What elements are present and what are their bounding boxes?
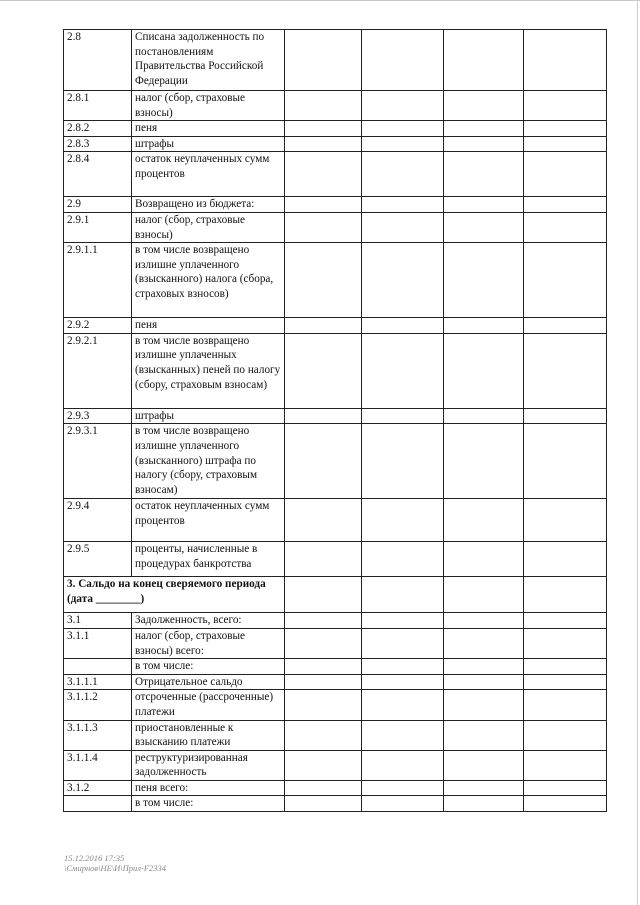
page-edge-right [637, 0, 638, 905]
table-row [64, 212, 607, 242]
table-row [64, 613, 607, 629]
value-cell [444, 197, 524, 213]
value-cell [444, 318, 524, 334]
value-cell [444, 720, 524, 750]
value-cell [524, 628, 607, 658]
value-cell [524, 318, 607, 334]
table-row [64, 333, 607, 408]
row-number: 3.1.1.4 [64, 750, 132, 780]
value-cell [362, 212, 444, 242]
row-number: 2.9.5 [64, 542, 132, 577]
value-cell [285, 720, 362, 750]
row-number: 2.8.4 [64, 152, 132, 197]
value-cell [524, 577, 607, 613]
print-timestamp: 15.12.2016 17:35 [64, 853, 125, 863]
row-description: в том числе возвращено излишне уплаченного (взысканного) налога (сбора, страховых взносов) [132, 243, 285, 318]
value-cell [362, 197, 444, 213]
row-number: 2.8.3 [64, 136, 132, 152]
page-edge-top [0, 0, 640, 1]
row-description: отсроченные (рассроченные) платежи [132, 690, 285, 720]
table-row [64, 750, 607, 780]
value-cell [444, 796, 524, 812]
row-number: 3.1.1 [64, 628, 132, 658]
row-number: 2.9.4 [64, 499, 132, 542]
value-cell [285, 542, 362, 577]
row-description: проценты, начисленные в процедурах банкротства [132, 542, 285, 577]
value-cell [362, 424, 444, 499]
value-cell [524, 91, 607, 121]
table-row [64, 690, 607, 720]
value-cell [362, 577, 444, 613]
row-number: 2.9.2 [64, 318, 132, 334]
value-cell [524, 333, 607, 408]
value-cell [362, 542, 444, 577]
value-cell [524, 152, 607, 197]
value-cell [524, 121, 607, 137]
table-row [64, 542, 607, 577]
row-description: в том числе: [132, 796, 285, 812]
value-cell [444, 243, 524, 318]
row-description: приостановленные к взысканию платежи [132, 720, 285, 750]
table-row [64, 30, 607, 91]
value-cell [524, 659, 607, 675]
value-cell [285, 628, 362, 658]
value-cell [524, 690, 607, 720]
value-cell [524, 408, 607, 424]
value-cell [285, 30, 362, 91]
value-cell [285, 121, 362, 137]
value-cell [285, 212, 362, 242]
value-cell [285, 780, 362, 796]
table-row [64, 720, 607, 750]
row-description: остаток неуплаченных сумм процентов [132, 152, 285, 197]
value-cell [444, 613, 524, 629]
value-cell [362, 152, 444, 197]
value-cell [524, 674, 607, 690]
row-number: 2.9.3 [64, 408, 132, 424]
table-row [64, 197, 607, 213]
row-number: 3.1 [64, 613, 132, 629]
row-number [64, 659, 132, 675]
value-cell [444, 674, 524, 690]
row-description: пеня [132, 121, 285, 137]
value-cell [524, 613, 607, 629]
value-cell [362, 91, 444, 121]
table-row [64, 674, 607, 690]
value-cell [444, 212, 524, 242]
value-cell [362, 780, 444, 796]
value-cell [362, 30, 444, 91]
value-cell [444, 30, 524, 91]
row-description: Отрицательное сальдо [132, 674, 285, 690]
value-cell [285, 613, 362, 629]
table-row [64, 424, 607, 499]
row-description: пеня [132, 318, 285, 334]
value-cell [524, 136, 607, 152]
value-cell [444, 750, 524, 780]
value-cell [362, 628, 444, 658]
value-cell [524, 243, 607, 318]
print-footer [64, 853, 166, 873]
value-cell [285, 424, 362, 499]
value-cell [285, 91, 362, 121]
value-cell [444, 136, 524, 152]
value-cell [285, 152, 362, 197]
reconciliation-table [63, 29, 607, 812]
row-number: 3.1.1.2 [64, 690, 132, 720]
value-cell [444, 690, 524, 720]
value-cell [362, 121, 444, 137]
table-row [64, 91, 607, 121]
value-cell [285, 318, 362, 334]
value-cell [362, 720, 444, 750]
value-cell [524, 750, 607, 780]
table-row [64, 499, 607, 542]
table-row [64, 136, 607, 152]
value-cell [285, 499, 362, 542]
value-cell [285, 243, 362, 318]
value-cell [285, 674, 362, 690]
row-description: реструктуризированная задолженность [132, 750, 285, 780]
row-description: в том числе возвращено излишне уплаченного (взысканного) штрафа по налогу (сбору, страховым взносам) [132, 424, 285, 499]
value-cell [444, 424, 524, 499]
value-cell [524, 720, 607, 750]
row-description: в том числе возвращено излишне уплаченных (взысканных) пеней по налогу (сбору, страховым взносам) [132, 333, 285, 408]
value-cell [524, 796, 607, 812]
value-cell [444, 659, 524, 675]
row-number: 2.9.1 [64, 212, 132, 242]
row-description: остаток неуплаченных сумм процентов [132, 499, 285, 542]
value-cell [444, 628, 524, 658]
value-cell [524, 542, 607, 577]
value-cell [285, 690, 362, 720]
row-number: 2.9 [64, 197, 132, 213]
table-row [64, 121, 607, 137]
section-heading-row [64, 577, 607, 613]
value-cell [285, 333, 362, 408]
value-cell [444, 121, 524, 137]
table-row [64, 152, 607, 197]
table-row [64, 628, 607, 658]
table-row [64, 318, 607, 334]
table-row [64, 243, 607, 318]
value-cell [362, 136, 444, 152]
value-cell [362, 613, 444, 629]
document-reference: \Смирнов\НЕ\И\Прил-F2334 [64, 863, 167, 873]
value-cell [285, 197, 362, 213]
value-cell [362, 318, 444, 334]
table-row [64, 408, 607, 424]
row-number: 2.8.1 [64, 91, 132, 121]
row-description: Списана задолженность по постановлениям Правительства Российской Федерации [132, 30, 285, 91]
value-cell [524, 197, 607, 213]
value-cell [524, 30, 607, 91]
value-cell [285, 136, 362, 152]
row-number [64, 796, 132, 812]
row-number: 2.9.2.1 [64, 333, 132, 408]
value-cell [444, 91, 524, 121]
value-cell [444, 333, 524, 408]
table-row [64, 659, 607, 675]
value-cell [444, 542, 524, 577]
value-cell [285, 659, 362, 675]
row-description: Задолженность, всего: [132, 613, 285, 629]
value-cell [444, 152, 524, 197]
row-number: 2.8.2 [64, 121, 132, 137]
row-number: 2.8 [64, 30, 132, 91]
row-description: Возвращено из бюджета: [132, 197, 285, 213]
row-description: налог (сбор, страховые взносы) [132, 91, 285, 121]
value-cell [362, 750, 444, 780]
value-cell [362, 796, 444, 812]
table-row [64, 780, 607, 796]
value-cell [362, 243, 444, 318]
value-cell [285, 408, 362, 424]
row-number: 2.9.3.1 [64, 424, 132, 499]
value-cell [444, 408, 524, 424]
row-description: в том числе: [132, 659, 285, 675]
value-cell [285, 577, 362, 613]
row-number: 3.1.1.1 [64, 674, 132, 690]
value-cell [285, 796, 362, 812]
section-3-heading: 3. Сальдо на конец сверяемого периода (дата ________) [64, 577, 285, 613]
value-cell [362, 674, 444, 690]
value-cell [362, 690, 444, 720]
value-cell [524, 212, 607, 242]
row-description: штрафы [132, 408, 285, 424]
value-cell [444, 780, 524, 796]
value-cell [362, 333, 444, 408]
row-number: 2.9.1.1 [64, 243, 132, 318]
row-number: 3.1.1.3 [64, 720, 132, 750]
value-cell [285, 750, 362, 780]
row-description: пеня всего: [132, 780, 285, 796]
row-description: штрафы [132, 136, 285, 152]
row-description: налог (сбор, страховые взносы) [132, 212, 285, 242]
row-description: налог (сбор, страховые взносы) всего: [132, 628, 285, 658]
value-cell [524, 499, 607, 542]
row-number: 3.1.2 [64, 780, 132, 796]
value-cell [524, 780, 607, 796]
value-cell [524, 424, 607, 499]
value-cell [362, 408, 444, 424]
value-cell [362, 499, 444, 542]
table-row [64, 796, 607, 812]
value-cell [444, 499, 524, 542]
value-cell [362, 659, 444, 675]
value-cell [444, 577, 524, 613]
